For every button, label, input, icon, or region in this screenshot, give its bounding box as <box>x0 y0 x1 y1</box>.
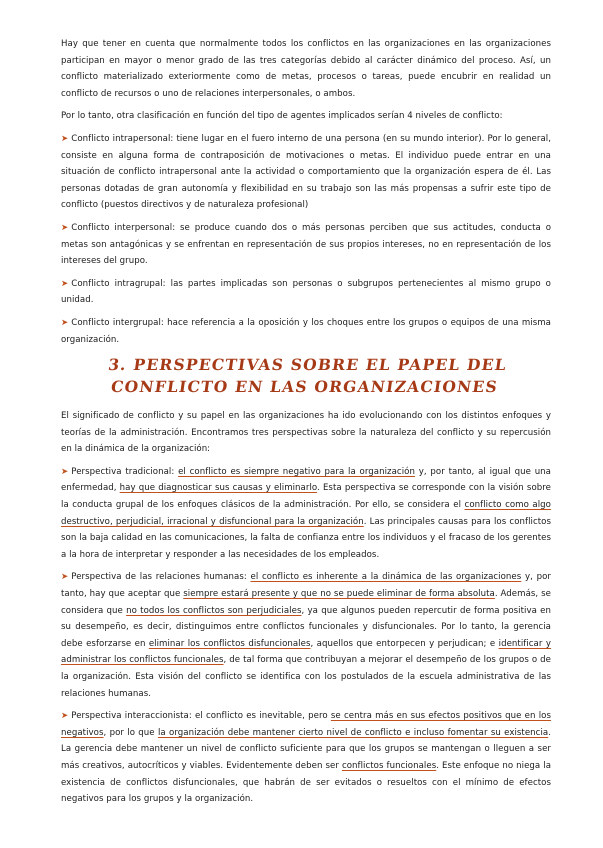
underlined-text: eliminar los conflictos disfuncionales <box>148 638 311 649</box>
underlined-text: conflicto como algo destructivo, perjudicial, irracional y disfuncional para la organización <box>61 500 551 527</box>
text-run: . Esta perspectiva se corresponde con la visión sobre la conducta grupal de los enfoques clásicos de la administración. Por ello, se considera el <box>61 483 551 511</box>
text-run: . Además, se considera que <box>61 589 551 616</box>
section-heading: 3. PERSPECTIVAS SOBRE EL PAPEL DEL CONFLICTO EN LAS ORGANIZACIONES <box>107 355 509 397</box>
underlined-text: no todos los conflictos son perjudiciales <box>126 605 302 616</box>
bullet-interpersonal <box>61 220 551 270</box>
arrow-bullet-icon: ➤ <box>61 278 69 289</box>
bullet-intrapersonal <box>61 131 551 214</box>
paragraph-perspectives-intro: El significado de conflicto y su papel en las organizaciones ha ido evolucionando con los distintos enfoques y teorías de la administración. Encontramos tres perspectivas sobre la naturaleza del conflicto y su repercusión en la dinámica de la organización: <box>61 411 551 455</box>
paragraph-intro: Hay que tener en cuenta que normalmente todos los conflictos en las organizaciones en las organizaciones participan en mayor o menor grado de las tres categorías debido al carácter dinámico del proceso. Así, un conflicto materializado exteriormente como de metas, procesos o tareas, puede encubrir en realidad un conflicto de recursos o uno de relaciones interpersonales, o ambos. <box>61 39 551 99</box>
text-run: Perspectiva tradicional: <box>71 466 179 477</box>
bullet-intragrupal <box>61 276 551 309</box>
bullet-text: Conflicto intragrupal: las partes implicadas son personas o subgrupos pertenecientes al mismo grupo o unidad. <box>61 278 551 306</box>
underlined-text: hay que diagnosticar sus causas y eliminarlo <box>119 483 318 494</box>
underlined-text: identificar y administrar los conflictos funcionales <box>61 638 551 666</box>
bullet-perspectiva-interaccionista <box>61 708 551 808</box>
arrow-bullet-icon: ➤ <box>61 317 69 328</box>
underlined-text: conflictos funcionales <box>341 760 437 771</box>
text-run: . Este enfoque no niega la existencia de conflictos disfuncionales, que habrán de ser evitados o resueltos con el mínimo de efectos negativos para los grupos y la organización. <box>61 760 552 805</box>
text-run: , ya que algunos pueden repercutir de forma positiva en su desempeño, es decir, distinguimos entre conflictos funcionales y disfuncionales. Por lo tanto, la gerencia debe esforzarse en <box>61 605 551 649</box>
underlined-text: el conflicto es siempre negativo para la organización <box>178 466 415 477</box>
bullet-perspectiva-tradicional <box>61 464 551 564</box>
text-run: . La gerencia debe mantener un nivel de conflicto suficiente para que los grupos se mantengan o lleguen a ser más creativos, autocríticos y viables. Evidentemente deben ser <box>61 727 552 771</box>
underlined-text: el conflicto es inherente a la dinámica de las organizaciones <box>250 572 522 583</box>
bullet-text: Conflicto intergrupal: hace referencia a la oposición y los choques entre los grupos o equipos de una misma organización. <box>61 317 551 345</box>
arrow-bullet-icon: ➤ <box>61 572 69 583</box>
arrow-bullet-icon: ➤ <box>61 133 69 144</box>
text-run: y, por tanto, al igual que una enfermedad, <box>61 466 551 494</box>
underlined-text: la organización debe mantener cierto nivel de conflicto e incluso fomentar su existencia <box>157 727 549 738</box>
bullet-text: Conflicto interpersonal: se produce cuando dos o más personas perciben que sus actitudes, conducta o metas son antagónicas y se enfrentan en representación de sus propios intereses, no en representación de los intereses del grupo. <box>61 222 551 267</box>
text-run: , de tal forma que contribuyan a mejorar el desempeño de los grupos o de la organización. Esta visión del conflicto se identifica con los postulados de la escuela administrativa de las relaciones humanas. <box>61 655 551 699</box>
arrow-bullet-icon: ➤ <box>61 222 69 233</box>
underlined-text: siempre estará presente y que no se puede eliminar de forma absoluta <box>183 589 495 600</box>
text-run: . Las principales causas para los conflictos son la baja calidad en las comunicaciones, la falta de confianza entre los individuos y el fracaso de los gerentes a la hora de interpretar y responder a las necesidades de los empleados. <box>61 516 551 560</box>
arrow-bullet-icon: ➤ <box>61 466 69 477</box>
paragraph-levels-intro: Por lo tanto, otra clasificación en función del tipo de agentes implicados serían 4 niveles de conflicto: <box>61 111 503 122</box>
text-run: Perspectiva interaccionista: el conflicto es inevitable, pero <box>71 711 331 722</box>
text-run: , por lo que <box>103 727 158 738</box>
underlined-text: se centra más en sus efectos positivos que en los negativos <box>61 711 551 738</box>
text-run: , aquellos que entorpecen y perjudican; e <box>310 638 499 649</box>
bullet-text: Conflicto intrapersonal: tiene lugar en el fuero interno de una persona (en su mundo interior). Por lo general, consiste en alguna forma de contraposición de motivaciones o metas. El individuo puede entrar en una situación de conflicto intrapersonal ante la actividad o comportamiento que la organización espera de él. Las personas dotadas de gran autonomía y flexibilidad en su trabajo son las más propensas a sufrir este tipo de conflicto (puestos directivos y de naturaleza profesional) <box>61 133 551 211</box>
arrow-bullet-icon: ➤ <box>61 711 69 722</box>
bullet-perspectiva-relaciones-humanas <box>61 569 551 702</box>
bullet-intergrupal <box>61 315 551 348</box>
text-run: y, por tanto, hay que aceptar que <box>61 572 551 600</box>
text-run: Perspectiva de las relaciones humanas: <box>71 572 251 583</box>
